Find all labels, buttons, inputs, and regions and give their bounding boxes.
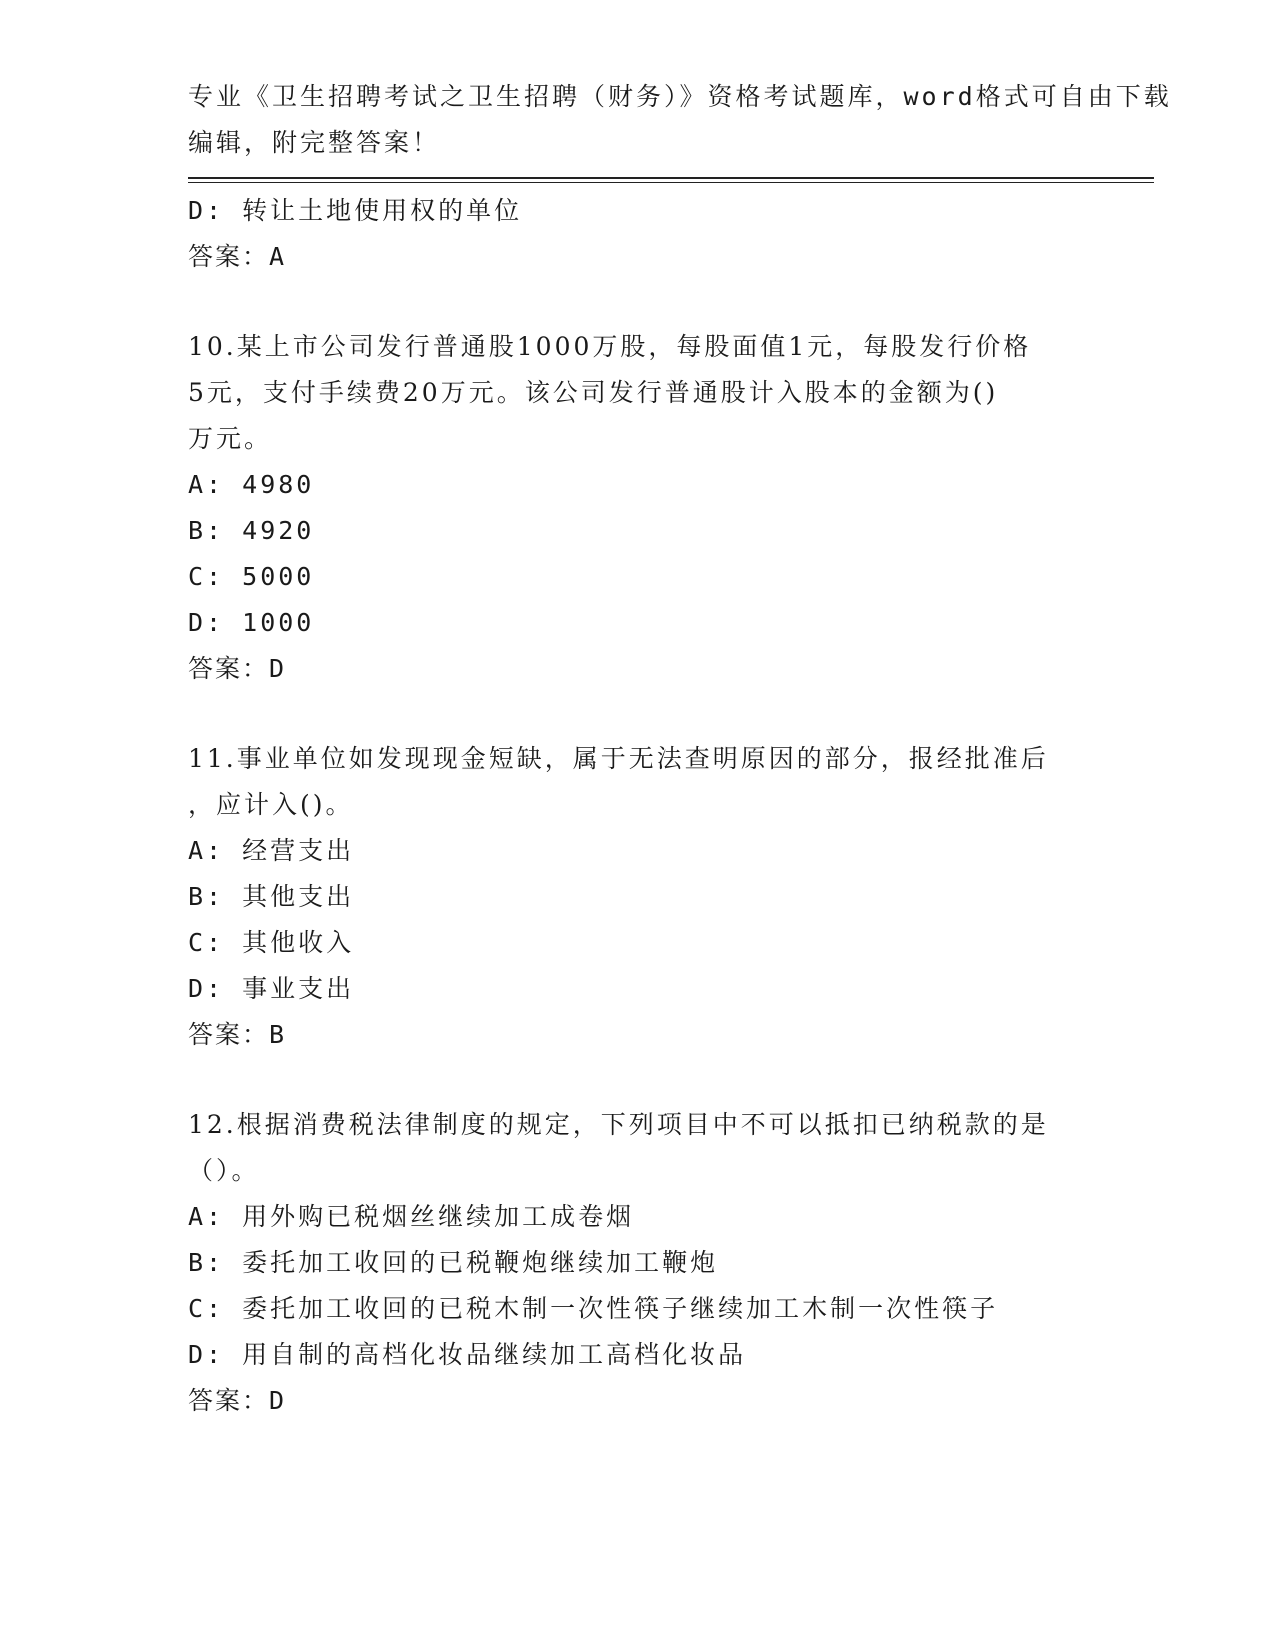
answer-line [188, 1378, 1088, 1424]
option-b: B: 4920 [188, 516, 315, 545]
option-a: A: 经营支出 [188, 836, 355, 865]
option-d: D: 事业支出 [188, 974, 355, 1003]
question-stem-line: 11.事业单位如发现现金短缺，属于无法查明原因的部分，报经批准后 [188, 744, 1049, 773]
option-b: B: 委托加工收回的已税鞭炮继续加工鞭炮 [188, 1248, 719, 1277]
option-b: B: 其他支出 [188, 882, 355, 911]
question-stem-line: （）。 [188, 1156, 260, 1185]
option-d: D: 转让土地使用权的单位 [188, 196, 523, 225]
question-10 [188, 324, 1088, 692]
document-header [188, 74, 1172, 166]
option-c: C: 委托加工收回的已税木制一次性筷子继续加工木制一次性筷子 [188, 1294, 999, 1323]
option-c: C: 其他收入 [188, 928, 355, 957]
answer-label: 答案： [188, 242, 270, 271]
question-stem-line: ，应计入()。 [188, 790, 354, 819]
question-stem-line: 万元。 [188, 424, 273, 453]
header-line-2: 编辑，附完整答案！ [188, 128, 441, 157]
previous-question-tail [188, 188, 1088, 280]
answer-label: 答案： [188, 1386, 270, 1415]
answer-value: A [269, 242, 287, 271]
question-12 [188, 1102, 1088, 1424]
answer-line [188, 234, 1088, 280]
answer-line [188, 646, 1088, 692]
option-c: C: 5000 [188, 562, 315, 591]
question-stem-line: 12.根据消费税法律制度的规定，下列项目中不可以抵扣已纳税款的是 [188, 1110, 1049, 1139]
question-content [188, 188, 1088, 1424]
option-a: A: 用外购已税烟丝继续加工成卷烟 [188, 1202, 635, 1231]
answer-value: D [269, 654, 287, 683]
answer-label: 答案： [188, 654, 270, 683]
option-d: D: 1000 [188, 608, 315, 637]
question-11 [188, 736, 1088, 1058]
header-rule-thin [188, 182, 1154, 183]
header-line-1: 专业《卫生招聘考试之卫生招聘（财务）》资格考试题库，word格式可自由下载 [188, 82, 1172, 111]
option-a: A: 4980 [188, 470, 315, 499]
answer-label: 答案： [188, 1020, 270, 1049]
header-rule-thick [188, 177, 1154, 179]
question-stem-line: 10.某上市公司发行普通股1000万股，每股面值1元，每股发行价格 [188, 332, 1032, 361]
answer-value: B [269, 1020, 287, 1049]
question-stem-line: 5元，支付手续费20万元。该公司发行普通股计入股本的金额为() [188, 378, 999, 407]
option-d: D: 用自制的高档化妆品继续加工高档化妆品 [188, 1340, 747, 1369]
answer-value: D [269, 1386, 287, 1415]
answer-line [188, 1012, 1088, 1058]
